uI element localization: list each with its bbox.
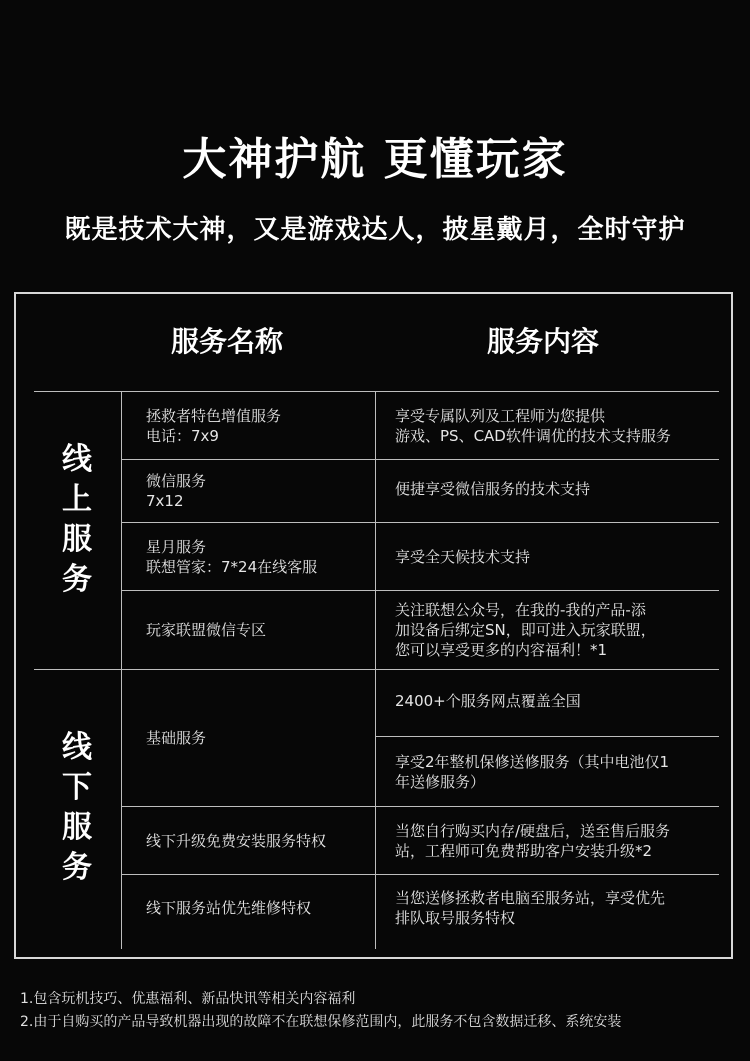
group-label-online: 线 上 服 务: [62, 442, 92, 597]
col-divider: [121, 391, 122, 949]
page-title: 大神护航 更懂玩家: [182, 134, 568, 185]
service-content-cell: 便捷享受微信服务的技术支持: [395, 480, 591, 498]
service-name-cell: 玩家联盟微信专区: [146, 621, 267, 639]
page-subtitle: 既是技术大神，又是游戏达人，披星戴月，全时守护: [64, 215, 686, 245]
footnotes: [20, 988, 621, 1034]
service-content-cell: 享受2年整机保修送修服务（其中电池仅1 年送修服务）: [395, 752, 670, 791]
service-content-cell: 当您送修拯救者电脑至服务站，享受优先 排队取号服务特权: [395, 889, 666, 927]
service-content-cell: 享受专属队列及工程师为您提供 游戏、PS、CAD软件调优的技术支持服务: [395, 406, 671, 445]
service-content-cell: 2400+个服务网点覆盖全国: [395, 692, 581, 710]
service-content-cell: 当您自行购买内存/硬盘后，送至售后服务 站，工程师可免费帮助客户安装升级*2: [395, 821, 671, 860]
service-name-cell: 拯救者特色增值服务 电话：7x9: [146, 406, 282, 445]
col-divider: [375, 391, 376, 949]
service-name-cell: 星月服务 联想管家：7*24在线客服: [146, 537, 318, 576]
footnote: 1.包含玩机技巧、优惠福利、新品快讯等相关内容福利: [20, 991, 356, 1007]
service-name-cell: 线下升级免费安装服务特权: [146, 831, 327, 850]
service-name-cell: 基础服务: [146, 729, 207, 747]
service-name-cell: 微信服务 7x12: [146, 472, 207, 510]
col-header-service-name: 服务名称: [170, 325, 283, 358]
group-label-offline: 线 下 服 务: [62, 730, 92, 885]
service-name-cell: 线下服务站优先维修特权: [146, 899, 312, 917]
col-header-service-content: 服务内容: [486, 325, 599, 358]
service-content-cell: 关注联想公众号，在我的-我的产品-添 加设备后绑定SN，即可进入玩家联盟， 您可以享受更多的内容福利！*1: [395, 601, 656, 659]
footnote: 2.由于自购买的产品导致机器出现的故障不在联想保修范围内，此服务不包含数据迁移、系统安装: [20, 1014, 622, 1030]
service-content-cell: 享受全天候技术支持: [395, 547, 531, 566]
